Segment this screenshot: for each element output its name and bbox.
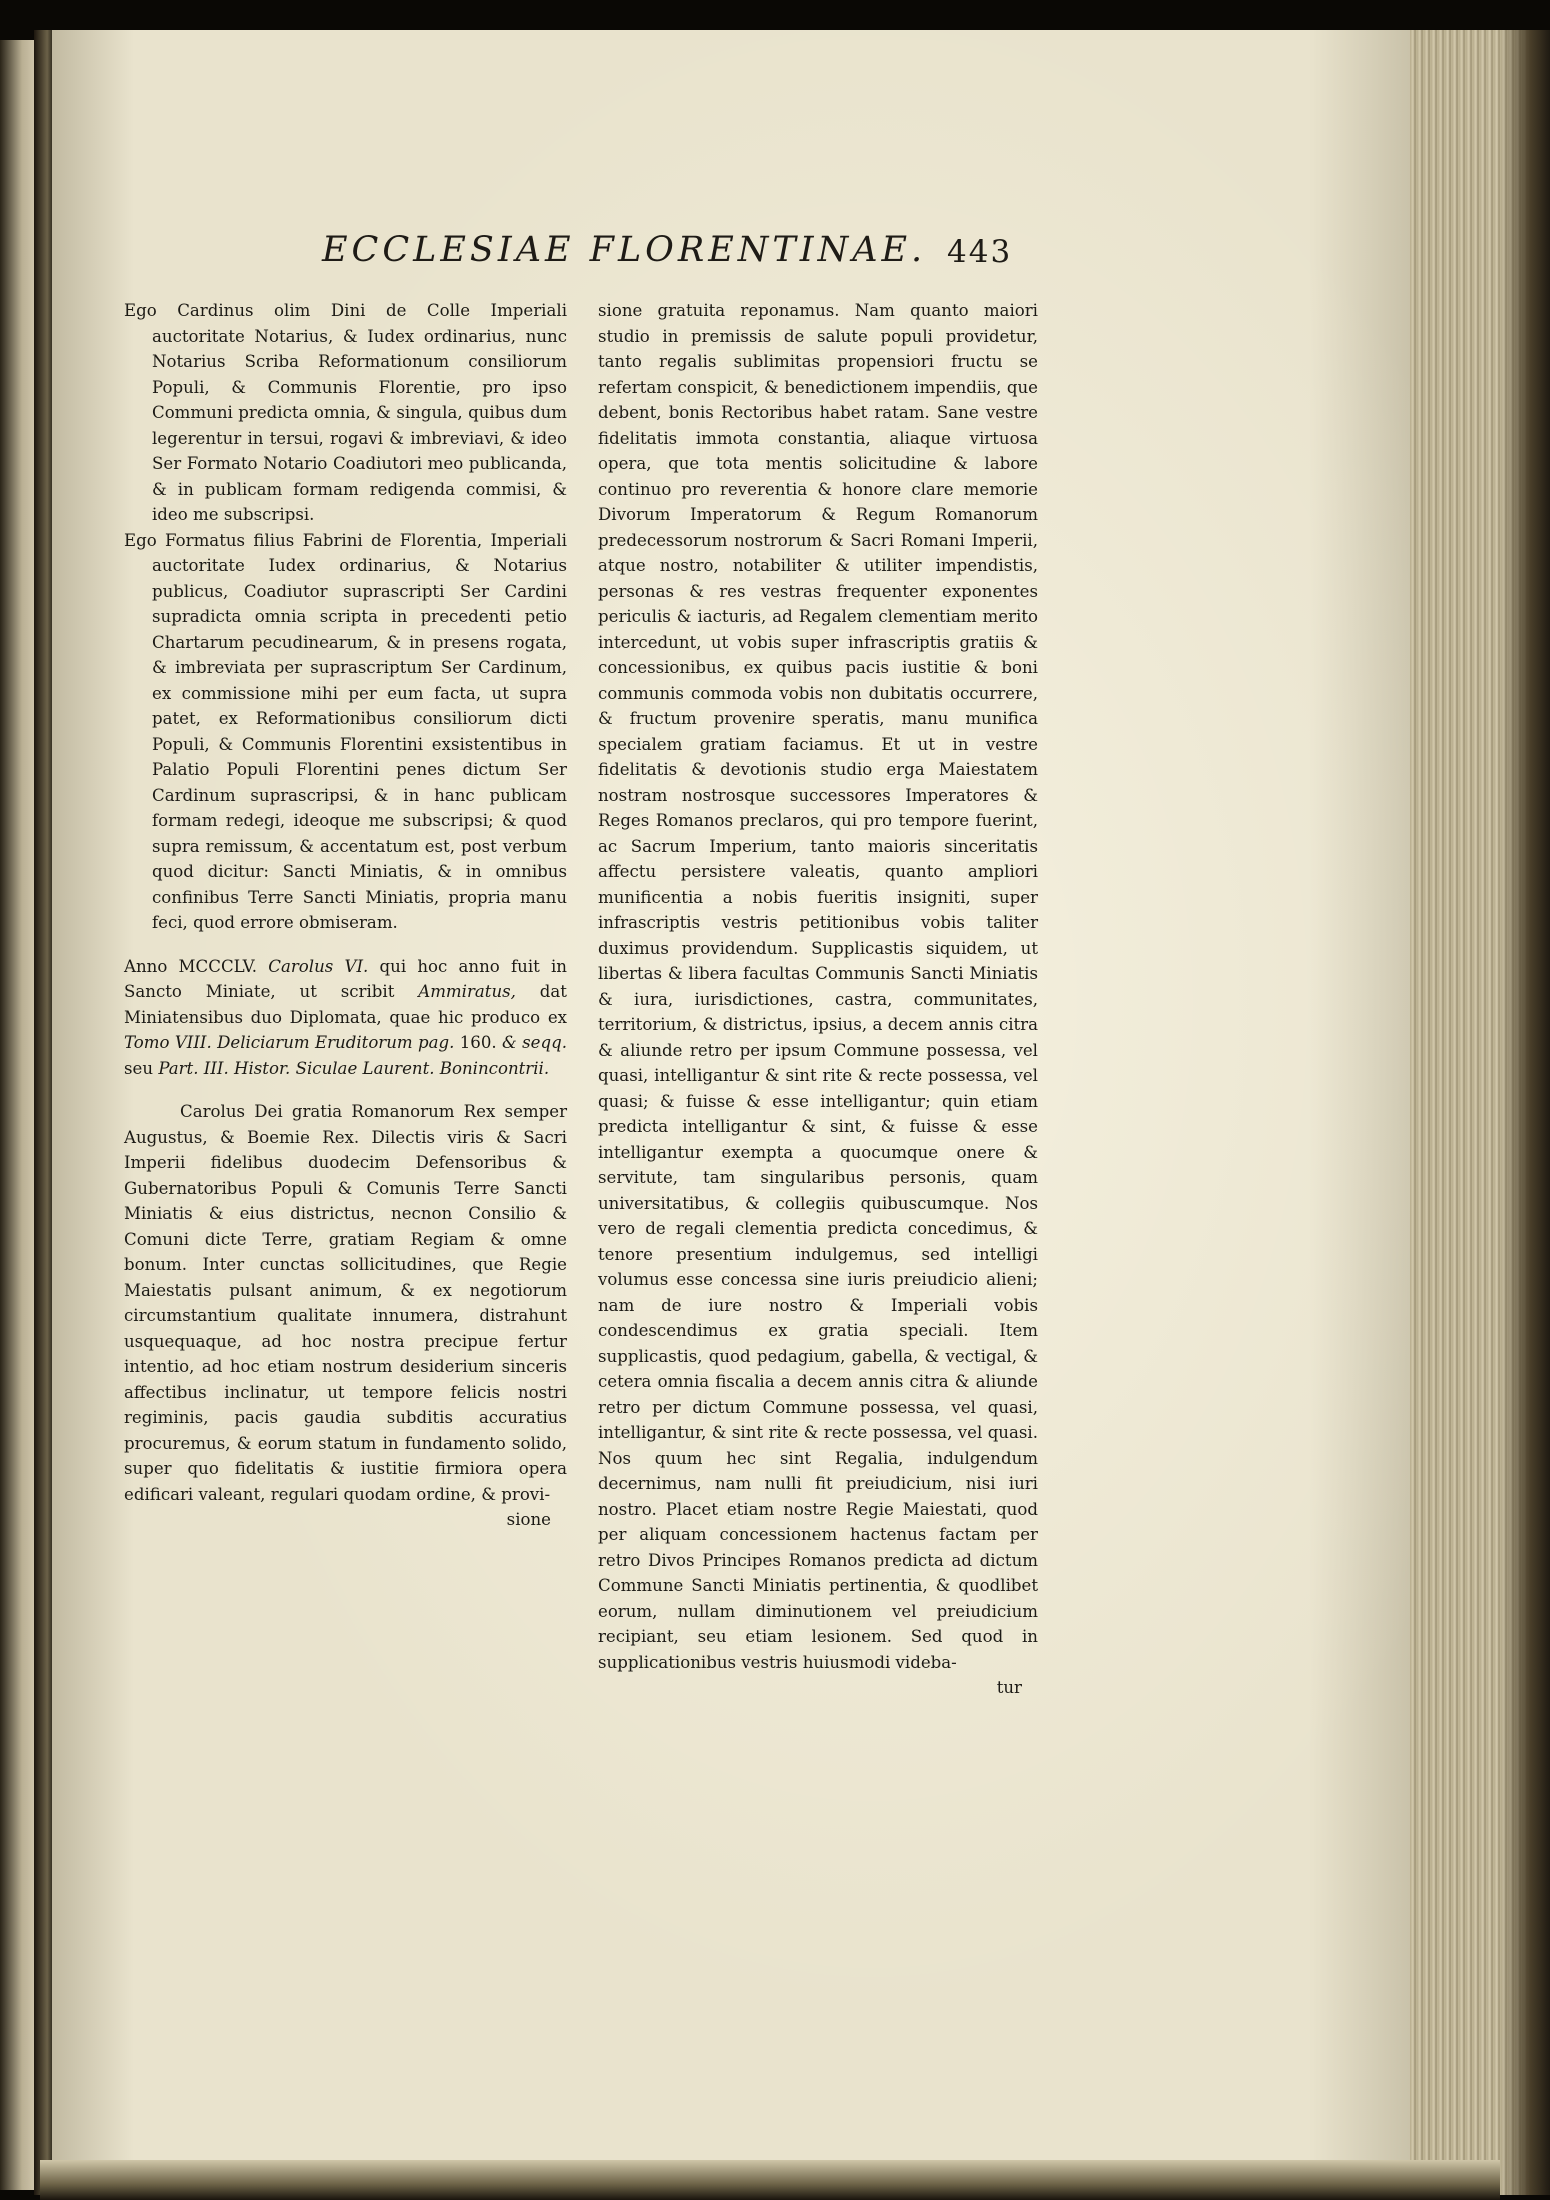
catchword: tur: [996, 1678, 1022, 1697]
notary-subscription-formatus: Ego Formatus filius Fabrini de Florentia, Imperiali auctoritate Iudex ordinarius, & Notarius publicus, Coadiutor suprascripti Ser Cardini supradicta omnia scripta in precedenti petio Chartarum pecudinearum, & in presens rogata, & imbreviata per suprascriptum Ser Cardinum, ex commissione mihi per eum facta, ut supra patet, ex Reformationibus consiliorum dicti Populi, & Communis Florentini exsistentibus in Palatio Populi Florentini penes dictum Ser Cardinum suprascripsi, & in hanc publicam formam redegi, ideoque me subscripsi; & quod supra remissum, & accentatum est, post verbum quod dicitur: Sancti Miniatis, & in omnibus confinibus Terre Sancti Miniatis, propria manu feci, quod errore obmiseram.: [124, 530, 567, 932]
note-text: dat Miniatensibus duo Diplomata, quae hic produco ex: [124, 982, 567, 1027]
note-author: Ammiratus,: [418, 982, 516, 1001]
note-text: qui hoc anno fuit in Sancto Miniate, ut scribit: [124, 956, 567, 1001]
note-seqq: & seqq.: [502, 1033, 568, 1052]
running-head: ECCLESIAE FLORENTINAE.: [322, 230, 927, 270]
diploma-text: Carolus Dei gratia Romanorum Rex semper Augustus, & Boemie Rex. Dilectis viris & Sacri Imperii fidelibus duodecim Defensoribus & Gubernatoribus Populi & Comunis Terre Sancti Miniatis & eius districtus, necnon Consilio & Comuni dicte Terre, gratiam Regiam & omne bonum. Inter cunctas sollicitudines, que Regie Maiestatis pulsant animum, & ex negotiorum circumstantium qualitate innumera, distrahunt usquequaque, ad hoc nostra precipue fertur intentio, ad hoc etiam nostrum desiderium sinceris affectibus inclinatur, ut tempore felicis nostri regiminis, pacis gaudia subditis accuratius procuremus, & eorum statum in fundamento solido, super quo fidelitatis & iustitie firmiora opera edificari valeant, regulari quodam ordine, & provi-: [124, 1102, 567, 1504]
note-ruler: Carolus VI.: [268, 956, 369, 976]
fore-edge-shadow: [1500, 30, 1550, 2195]
page-number: 443: [947, 234, 1013, 270]
right-column: [598, 298, 1038, 1701]
note-text: seu: [124, 1058, 154, 1078]
note-source: Tomo VIII. Deliciarum Eruditorum pag.: [124, 1033, 455, 1052]
editorial-note: [124, 954, 567, 1082]
note-source: Part. III. Histor. Siculae Laurent. Bonincontrii.: [158, 1058, 550, 1078]
page-block-bottom-edge: [40, 2160, 1500, 2200]
notary-subscription-cardinus: Ego Cardinus olim Dini de Colle Imperiali auctoritate Notarius, & Iudex ordinarius, nunc Notarius Scriba Reformationum consiliorum Populi, & Communis Florentie, pro ipso Communi predicta omnia, & singula, quibus dum legerentur in tersui, rogavi & imbreviavi, & ideo Ser Formato Notario Coadiutori meo publicanda, & in publicam formam redigenda commisi, & ideo me subscripsi.: [124, 301, 567, 524]
left-column: [124, 298, 567, 1533]
diploma-text-continued: sione gratuita reponamus. Nam quanto maiori studio in premissis de salute populi providetur, tanto regalis sublimitas propensiori fructu se refertam conspicit, & benedictionem impendiis, que debent, bonis Rectoribus habet ratam. Sane vestre fidelitatis immota constantia, aliaque virtuosa opera, que tota mentis solicitudine & labore continuo pro reverentia & honore clare memorie Divorum Imperatorum & Regum Romanorum predecessorum nostrorum & Sacri Romani Imperii, atque nostro, notabiliter & utiliter impendistis, personas & res vestras frequenter exponentes periculis & iacturis, ad Regalem clementiam merito intercedunt, ut vobis super infrascriptis gratiis & concessionibus, ex quibus pacis iustitie & boni communis commoda vobis non dubitatis occurrere, & fructum provenire speratis, manu munifica specialem gratiam faciamus. Et ut in vestre fidelitatis & devotionis studio erga Maiestatem nostram nostrosque successores Imperatores & Reges Romanos preclaros, qui pro tempore fuerint, ac Sacrum Imperium, tanto maioris sinceritatis affectu persistere valeatis, quanto ampliori munificentia a nobis fueritis insigniti, super infrascriptis vestris petitionibus vobis taliter duximus providendum. Supplicastis siquidem, ut libertas & libera facultas Communis Sancti Miniatis & iura, iurisdictiones, castra, communitates, territorium, & districtus, ipsius, a decem annis citra & aliunde retro per ipsum Commune possessa, vel quasi, intelligantur & sint rite & recte possessa, vel quasi; & fuisse & esse intelligantur; quin etiam predicta intelligantur & sint, & fuisse & esse intelligantur exempta a quocumque onere & servitute, tam singularibus personis, quam universitatibus, & collegiis quibuscumque. Nos vero de regali clementia predicta concedimus, & tenore presentium indulgemus, sed intelligi volumus esse concessa sine iuris preiudicio alieni; nam de iure nostro & Imperiali vobis condescendimus ex gratia speciali. Item supplicastis, quod pedagium, gabella, & vectigal, & cetera omnia fiscalia a decem annis citra & aliunde retro per dictum Commune possessa, vel quasi, intelligantur, & sint rite & recte possessa, vel quasi. Nos quum hec sint Regalia, indulgendum decernimus, nam nulli fit preiudicium, nisi iuri nostro. Placet etiam nostre Regie Maiestati, quod per aliquam concessionem hactenus factam per retro Divos Principes Romanos predicta ad dictum Commune Sancti Miniatis pertinentia, & quodlibet eorum, nullam diminutionem vel preiudicium recipiant, seu etiam lesionem. Sed quod in supplicationibus vestris huiusmodi videba-: [598, 301, 1038, 1672]
catchword: sione: [506, 1510, 551, 1529]
note-year: Anno MCCCLV.: [124, 956, 258, 976]
page-header: [290, 230, 1050, 290]
note-page: 160.: [459, 1033, 497, 1052]
